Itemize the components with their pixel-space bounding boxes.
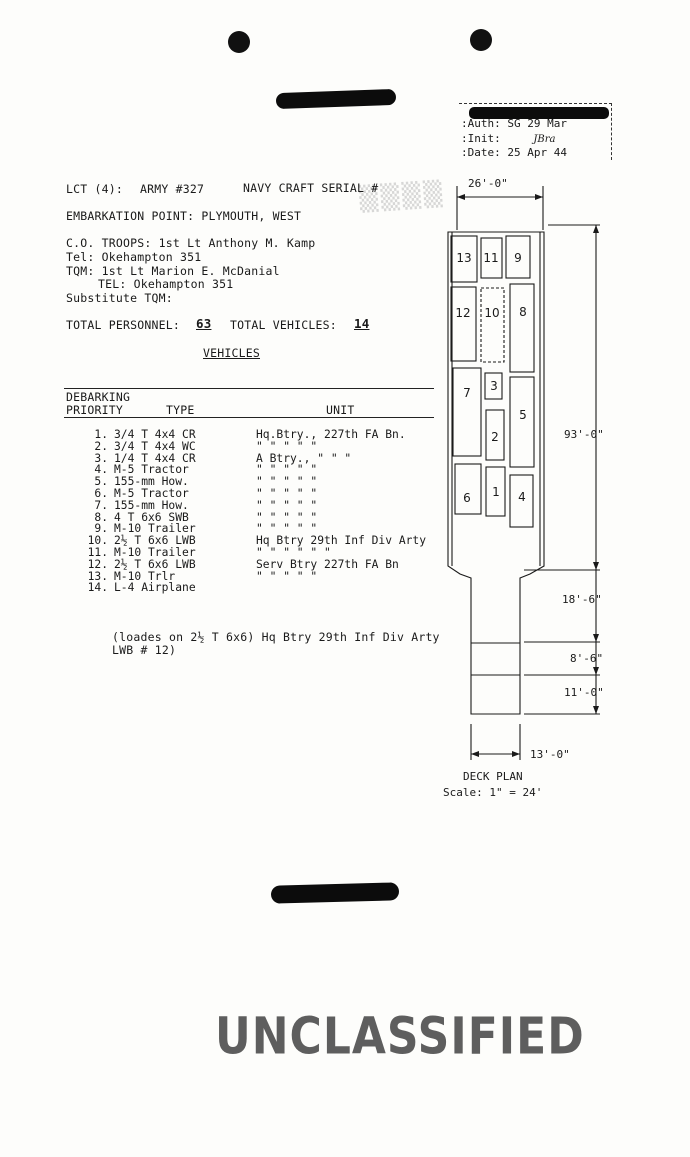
- embarkation-point: EMBARKATION POINT: PLYMOUTH, WEST: [66, 209, 302, 223]
- tqm-tel: TEL: Okehampton 351: [98, 277, 234, 291]
- substitute-tqm: Substitute TQM:: [66, 291, 173, 305]
- slot-2: 2: [491, 430, 499, 444]
- army-number: ARMY #327: [140, 182, 205, 196]
- row-unit: " " " " ": [256, 463, 318, 477]
- init-label: :Init:: [461, 132, 501, 145]
- row-type: 155-mm How.: [114, 498, 189, 512]
- row-type: L-4 Airplane: [114, 581, 196, 595]
- deck-length-8: 8'-6": [570, 652, 604, 665]
- row-priority: 10.: [87, 534, 108, 548]
- slot-13: 13: [456, 251, 472, 265]
- total-personnel-value: 63: [196, 316, 212, 331]
- tqm: TQM: 1st Lt Marion E. McDanial: [66, 264, 280, 278]
- navy-craft-serial: NAVY CRAFT SERIAL #: [243, 181, 379, 195]
- row-priority: 1.: [94, 428, 108, 441]
- co-tel: Tel: Okehampton 351: [66, 250, 202, 264]
- row-unit: " " " " ": [256, 498, 318, 512]
- slot-11: 11: [483, 251, 499, 265]
- row-unit: Hq Btry 29th Inf Div Arty: [256, 534, 427, 548]
- row-priority: 2.: [94, 439, 108, 453]
- slot-9: 9: [514, 251, 522, 265]
- total-vehicles-value: 14: [354, 316, 370, 331]
- row-type: M-5 Tractor: [114, 486, 189, 500]
- init-signature: JBra: [533, 134, 556, 145]
- row-unit: A Btry., " " ": [256, 451, 352, 465]
- slot-3: 3: [490, 379, 498, 393]
- total-vehicles-label: TOTAL VEHICLES:: [230, 318, 337, 332]
- row-type: M-10 Trlr: [114, 569, 176, 583]
- row-type: M-5 Tractor: [114, 463, 189, 477]
- slot-4: 4: [518, 490, 526, 504]
- row-priority: 11.: [87, 545, 108, 559]
- row-priority: 7.: [94, 498, 108, 512]
- slot-1: 1: [492, 485, 500, 499]
- row-unit: " " " " ": [256, 522, 318, 536]
- row-type: 2½ T 6x6 LWB: [114, 557, 196, 571]
- row-type: 3/4 T 4x4 WC: [114, 439, 196, 453]
- row-priority: 6.: [94, 486, 108, 500]
- deck-length-18: 18'-6": [562, 593, 602, 606]
- col-debarking: DEBARKING: [66, 390, 131, 404]
- slot-10: 10: [484, 306, 500, 320]
- row-type: 4 T 6x6 SWB: [114, 510, 189, 524]
- deck-length-93: 93'-0": [564, 428, 604, 441]
- date-line: :Date: 25 Apr 44: [461, 146, 567, 159]
- row-type: M-10 Trailer: [114, 522, 196, 536]
- slot-8: 8: [519, 305, 527, 319]
- row-priority: 8.: [94, 510, 108, 524]
- row-unit: " " " " ": [256, 475, 318, 489]
- redaction-bar-bottom: [271, 882, 399, 903]
- deck-length-11: 11'-0": [564, 686, 604, 699]
- row-priority: 3.: [94, 451, 108, 465]
- airplane-note-1: (loades on 2½ T 6x6) Hq Btry 29th Inf Div Arty: [112, 630, 440, 644]
- slot-7: 7: [463, 386, 471, 400]
- co-troops: C.O. TROOPS: 1st Lt Anthony M. Kamp: [66, 236, 316, 250]
- slot-12: 12: [455, 306, 471, 320]
- slot-5: 5: [519, 408, 527, 422]
- row-priority: 9.: [94, 522, 108, 536]
- row-unit: Serv Btry 227th FA Bn: [256, 557, 399, 571]
- row-unit: " " " " " ": [256, 545, 331, 559]
- row-type: 2½ T 6x6 LWB: [114, 534, 196, 548]
- row-priority: 12.: [87, 557, 108, 571]
- lct-label: LCT (4):: [66, 182, 123, 196]
- faint-stamp-mark: ▒▒▒▒: [358, 179, 447, 214]
- row-type: M-10 Trailer: [114, 545, 196, 559]
- row-unit: " " " " ": [256, 510, 318, 524]
- deck-width-label: 26'-0": [468, 177, 508, 190]
- deck-plan-title: DECK PLAN: [463, 770, 523, 783]
- row-type: 155-mm How.: [114, 475, 189, 489]
- auth-line: :Auth: SG 29 Mar: [461, 117, 567, 130]
- row-unit: " " " " ": [256, 486, 318, 500]
- row-priority: 14.: [87, 581, 108, 595]
- row-priority: 13.: [87, 569, 108, 583]
- total-personnel-label: TOTAL PERSONNEL:: [66, 318, 180, 332]
- row-unit: " " " " ": [256, 569, 318, 583]
- row-priority: 4.: [94, 463, 108, 477]
- ramp-width-label: 13'-0": [530, 748, 570, 761]
- col-unit: UNIT: [326, 403, 355, 417]
- col-priority: PRIORITY: [66, 403, 123, 417]
- row-priority: 5.: [94, 475, 108, 489]
- row-unit: " " " " ": [256, 439, 318, 453]
- slot-6: 6: [463, 491, 471, 505]
- row-type: 1/4 T 4x4 CR: [114, 451, 196, 465]
- unclassified-stamp: UNCLASSIFIED: [215, 1007, 585, 1067]
- airplane-note-2: LWB # 12): [112, 643, 177, 657]
- col-type: TYPE: [166, 403, 195, 417]
- vehicles-title: VEHICLES: [203, 346, 260, 360]
- deck-plan-scale: Scale: 1" = 24': [443, 786, 543, 799]
- row-unit: Hq.Btry., 227th FA Bn.: [256, 428, 406, 441]
- row-type: 3/4 T 4x4 CR: [114, 428, 196, 441]
